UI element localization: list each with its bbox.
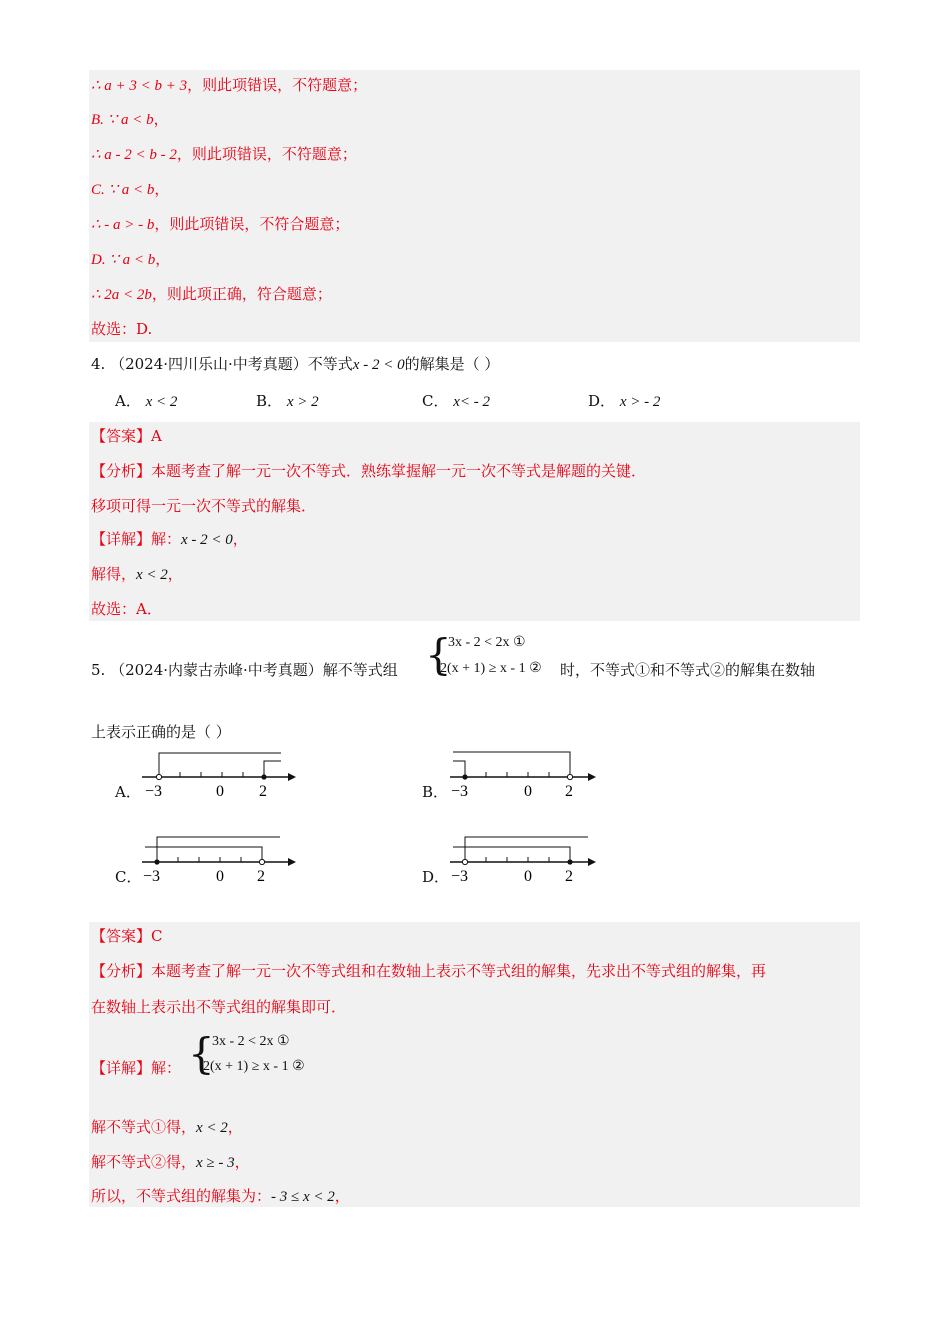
q3-line-6: D. ∵ a < b， — [91, 250, 171, 268]
q4-option-d: D． x > - 2 — [588, 392, 661, 410]
q5-system-eq-1: 3x - 2 < 2x ① — [448, 635, 526, 650]
q5-b-tick-2: 2 — [565, 783, 573, 800]
q5-d-tick-2: 2 — [565, 868, 573, 885]
q4-detail: 【详解】解：x - 2 < 0， — [91, 530, 248, 548]
q5-step-1: 解不等式①得，x < 2， — [91, 1118, 243, 1136]
q5-option-a-numberline — [140, 745, 300, 800]
q5-detail-label: 【详解】解： — [91, 1059, 182, 1077]
q3-line-5: ∴ - a > - b，则此项错误，不符合题意； — [91, 215, 350, 233]
q4-choice: 故选：A． — [91, 600, 162, 618]
q3-choice: 故选：D. — [91, 320, 153, 338]
q5-detail-eq-1: 3x - 2 < 2x ① — [212, 1034, 290, 1049]
q5-d-tick-0: 0 — [524, 868, 532, 885]
solution-block-q4 — [89, 422, 860, 621]
q5-b-tick-minus3: −3 — [451, 783, 469, 800]
q5-option-b-numberline — [448, 745, 608, 800]
q5-c-tick-minus3: −3 — [143, 868, 161, 885]
q5-option-d-numberline — [448, 830, 608, 885]
q5-stem-prefix: 5. （2024·内蒙古赤峰·中考真题）解不等式组 — [91, 661, 398, 679]
q5-system-eq-2: 2(x + 1) ≥ x - 1 ② — [440, 661, 542, 676]
q4-analysis-1: 【分析】本题考查了解一元一次不等式．熟练掌握解一元一次不等式是解题的关键． — [91, 462, 647, 480]
q5-detail-brace: { — [188, 1029, 215, 1078]
q3-line-1: ∴ a + 3 < b + 3，则此项错误，不符题意； — [91, 76, 368, 94]
q5-option-c-numberline — [140, 830, 300, 885]
q5-stem-line-2: 上表示正确的是（ ） — [91, 723, 231, 741]
q4-answer: 【答案】A — [91, 427, 162, 445]
q4-solve: 解得，x < 2， — [91, 565, 183, 583]
q4-option-a: A． x < 2 — [115, 392, 178, 410]
q5-analysis-1: 【分析】本题考查了解一元一次不等式组和在数轴上表示不等式组的解集，先求出不等式组的解集，再 — [91, 962, 767, 980]
q4-analysis-2: 移项可得一元一次不等式的解集． — [91, 497, 317, 515]
q4-stem: 4. （2024·四川乐山·中考真题）不等式x - 2 < 0的解集是（ ） — [91, 355, 500, 373]
q3-line-2: B. ∵ a < b， — [91, 110, 169, 128]
q5-system-brace: { — [425, 630, 452, 679]
q5-step-2: 解不等式②得，x ≥ - 3， — [91, 1153, 250, 1171]
q5-b-tick-0: 0 — [524, 783, 532, 800]
q5-d-tick-minus3: −3 — [451, 868, 469, 885]
q3-line-7: ∴ 2a < 2b，则此项正确，符合题意； — [91, 285, 332, 303]
q3-line-4: C. ∵ a < b， — [91, 180, 170, 198]
q4-option-b: B． x > 2 — [256, 392, 319, 410]
q5-c-tick-0: 0 — [216, 868, 224, 885]
q5-step-3: 所以，不等式组的解集为：- 3 ≤ x < 2， — [91, 1187, 350, 1205]
q5-answer: 【答案】C — [91, 927, 163, 945]
q5-stem-suffix: 时，不等式①和不等式②的解集在数轴 — [560, 661, 816, 679]
q5-option-b-label: B． — [422, 783, 449, 801]
q5-detail-eq-2: 2(x + 1) ≥ x - 1 ② — [203, 1059, 305, 1074]
q5-analysis-2: 在数轴上表示出不等式组的解集即可． — [91, 998, 347, 1016]
q5-option-c-label: C． — [115, 868, 142, 886]
q5-a-tick-minus3: −3 — [145, 783, 163, 800]
q5-a-tick-2: 2 — [259, 783, 267, 800]
q5-a-tick-0: 0 — [216, 783, 224, 800]
q5-option-a-label: A． — [115, 783, 141, 801]
q4-option-c: C． x< - 2 — [422, 392, 491, 410]
q5-c-tick-2: 2 — [257, 868, 265, 885]
q3-line-3: ∴ a - 2 < b - 2，则此项错误，不符题意； — [91, 145, 357, 163]
q5-option-d-label: D． — [422, 868, 450, 886]
